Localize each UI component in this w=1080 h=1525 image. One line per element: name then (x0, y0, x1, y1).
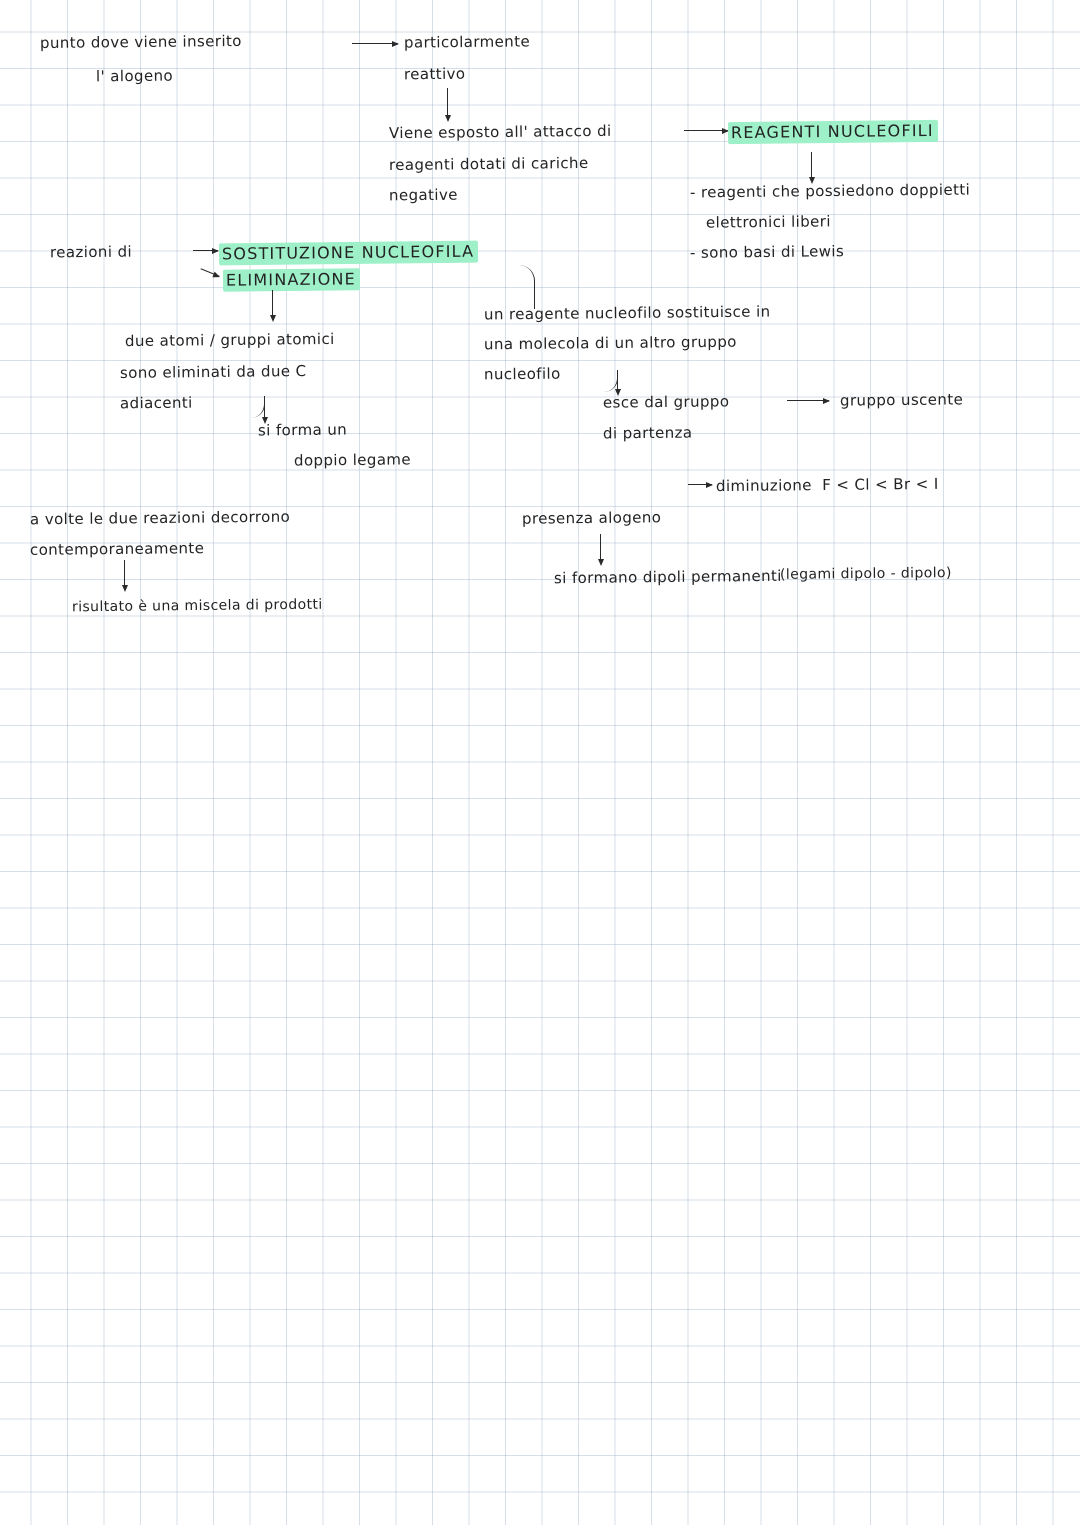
note-eliminated-two-c: sono eliminati da due C (119, 362, 307, 382)
note-reagents-charges: reagenti dotati di cariche (388, 153, 589, 175)
arrow-down-5 (617, 370, 618, 390)
note-leaves-group: esce dal gruppo (602, 392, 730, 412)
note-lewis-bases: - sono basi di Lewis (689, 242, 845, 262)
arrow-down-7 (600, 534, 601, 560)
arrow-right-1 (352, 43, 398, 44)
arrow-down-1 (447, 88, 448, 116)
note-reactions-of: reazioni di (49, 242, 133, 262)
note-leaving-group: gruppo uscente (839, 390, 964, 410)
note-mixture-result: risultato è una miscela di prodotti (71, 596, 323, 616)
branch-connector (196, 250, 218, 272)
arrow-right-2 (684, 130, 728, 131)
curve-connector-4 (686, 482, 708, 502)
note-both-reactions: a volte le due reazioni decorrono (29, 507, 291, 529)
note-particularly: particolarmente (403, 32, 531, 52)
arrow-down-2 (811, 152, 812, 178)
curve-connector-2 (512, 265, 535, 309)
heading-nucleophilic-reagents (728, 120, 938, 144)
heading-elimination (223, 268, 360, 291)
note-adjacent: adiacenti (119, 393, 193, 413)
note-double-bond: doppio legame (293, 450, 412, 470)
highlight-nucleophilic-reagents: REAGENTI NUCLEOFILI (728, 120, 938, 144)
note-molecule-other-group: una molecola di un altro gruppo (483, 332, 737, 354)
arrow-right-6 (688, 484, 712, 485)
arrow-down-3 (272, 290, 273, 316)
note-forms-a: si forma un (257, 420, 348, 440)
curve-connector-1 (240, 396, 265, 418)
highlight-nucleophilic-substitution: SOSTITUZIONE NUCLEOFILA (219, 241, 478, 266)
highlight-elimination: ELIMINAZIONE (223, 268, 360, 291)
note-lone-pairs: - reagenti che possiedono doppietti (689, 180, 971, 202)
note-nucleophile-substitutes: un reagente nucleofilo sostituisce in (483, 302, 771, 324)
note-halogen: l' alogeno (95, 66, 174, 86)
note-insertion-point: punto dove viene inserito (39, 31, 242, 53)
note-reactive: reattivo (403, 64, 466, 84)
note-negative: negative (388, 185, 458, 205)
heading-nucleophilic-substitution (219, 241, 478, 265)
note-dipole-dipole: (legami dipolo - dipolo) (779, 565, 952, 583)
note-free-electrons: elettronici liberi (705, 212, 831, 232)
note-exposed-attack: Viene esposto all' attacco di (388, 121, 612, 143)
arrow-right-5 (787, 400, 829, 401)
note-starting: di partenza (602, 423, 693, 443)
note-decrease-halogens: diminuzione F < Cl < Br < I (715, 474, 939, 496)
arrow-down-6 (124, 560, 125, 586)
note-halogen-presence: presenza alogeno (521, 508, 662, 528)
arrow-down-4 (264, 396, 265, 418)
note-nucleophile: nucleofilo (483, 364, 561, 384)
note-two-atoms-groups: due atomi / gruppi atomici (124, 329, 335, 351)
note-permanent-dipoles: si formano dipoli permanenti (553, 566, 782, 588)
note-simultaneously: contemporaneamente (29, 539, 205, 559)
